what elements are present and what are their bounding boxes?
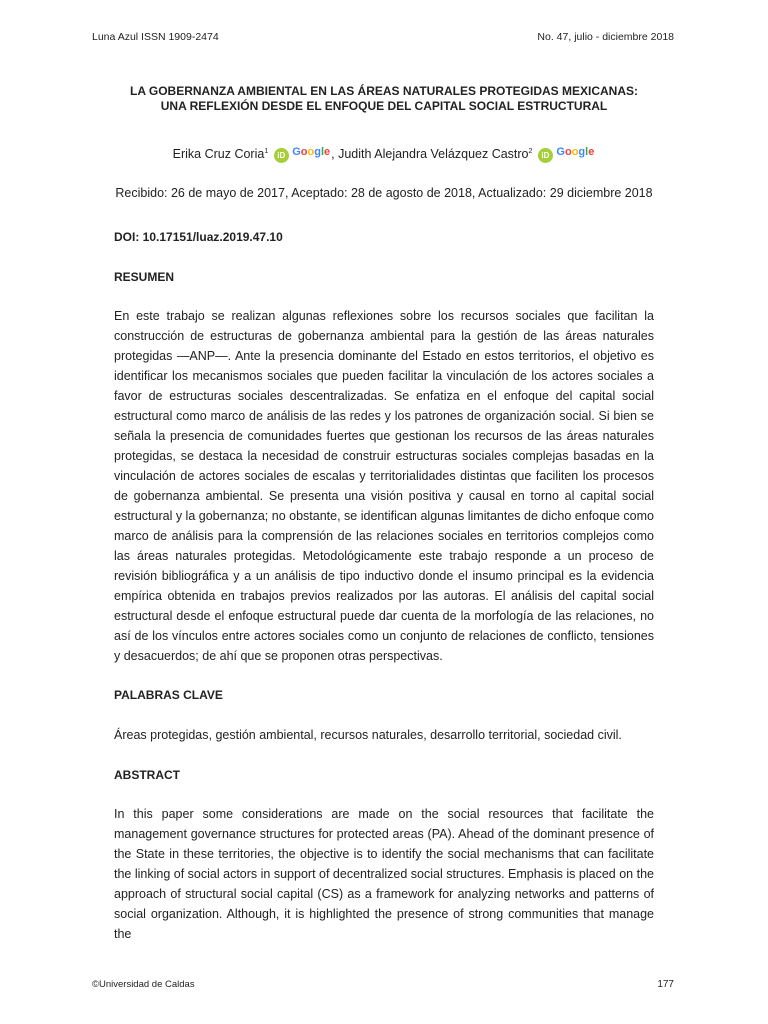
author-1-affiliation: 1 xyxy=(264,148,269,155)
doi-link[interactable]: DOI: 10.17151/luaz.2019.47.10 xyxy=(114,230,283,244)
author-2-affiliation: 2 xyxy=(528,148,533,155)
google-scholar-icon[interactable]: Google xyxy=(292,146,331,158)
page-number: 177 xyxy=(657,979,674,990)
authors-line xyxy=(0,146,768,163)
title-line-1: LA GOBERNANZA AMBIENTAL EN LAS ÁREAS NATURALES PROTEGIDAS MEXICANAS: xyxy=(129,84,638,98)
author-1-name[interactable]: Erika Cruz Coria xyxy=(172,147,265,161)
article-title xyxy=(100,84,668,114)
google-scholar-icon[interactable]: Google xyxy=(556,146,595,158)
abstract-text: In this paper some considerations are made on the social resources that facilitate the management governance structures for protected areas (PA). Ahead of the dominant presence of the State in these territories, the objective is to identify the social mechanisms that can facilitate the linking of social actors in support of decentralized social structures. Emphasis is placed on the approach of structural social capital (CS) as a framework for analyzing networks and patterns of social organization. Although, it is highlighted the presence of strong communities that manage the xyxy=(114,807,654,941)
resumen-text: En este trabajo se realizan algunas reflexiones sobre los recursos sociales que facilitan la construcción de estructuras de gobernanza ambiental para la gestión de las áreas naturales protegidas —ANP—. Ante la presencia dominante del Estado en estos territorios, el objetivo es identificar los mecanismos sociales que pueden facilitar la vinculación de los actores sociales a favor de estructuras sociales descentralizadas. Se enfatiza en el enfoque del capital social estructural como marco de análisis de las redes y los patrones de organización social. Si bien se señala la presencia de comunidades fuertes que gestionan los recursos de las áreas naturales protegidas, se destaca la necesidad de construir estructuras sociales complejas basadas en la vinculación de actores sociales de escalas y territorialidades distintas que faciliten los procesos de gobernanza ambiental. Se presenta una visión positiva y causal en torno al capital social estructural y la gobernanza; no obstante, se identifican algunas limitantes de dicho enfoque como marco de análisis para la comprensión de las relaciones sociales en territorios complejos como las áreas naturales protegidas. Metodológicamente este trabajo responde a un proceso de revisión bibliográfica y a un análisis de tipo inductivo donde el insumo principal es la evidencia empírica obtenida en trabajos previos realizados por las autoras. El análisis del capital social estructural desde el enfoque estructural puede dar cuenta de la morfología de las relaciones, no así de los vínculos entre actores sociales como un conjunto de relaciones de conflicto, tensiones y desacuerdos; de ahí que se proponen otras perspectivas. xyxy=(114,309,654,663)
keywords-text: Áreas protegidas, gestión ambiental, recursos naturales, desarrollo territorial, sociedad civil. xyxy=(114,728,622,742)
orcid-icon[interactable]: iD xyxy=(274,148,289,163)
footer-copyright: ©Universidad de Caldas xyxy=(92,979,195,990)
orcid-icon[interactable]: iD xyxy=(538,148,553,163)
resumen-heading: RESUMEN xyxy=(114,270,175,284)
keywords-heading: PALABRAS CLAVE xyxy=(114,688,223,702)
author-separator: , xyxy=(331,147,339,161)
title-line-2: UNA REFLEXIÓN DESDE EL ENFOQUE DEL CAPITAL SOCIAL ESTRUCTURAL xyxy=(160,99,608,113)
article-dates: Recibido: 26 de mayo de 2017, Aceptado: 28 de agosto de 2018, Actualizado: 29 diciembre 2018 xyxy=(115,186,653,200)
abstract-heading: ABSTRACT xyxy=(114,768,180,782)
issue-header: No. 47, julio - diciembre 2018 xyxy=(537,31,674,43)
author-2-name[interactable]: Judith Alejandra Velázquez Castro xyxy=(338,147,529,161)
journal-header: Luna Azul ISSN 1909-2474 xyxy=(92,31,219,43)
